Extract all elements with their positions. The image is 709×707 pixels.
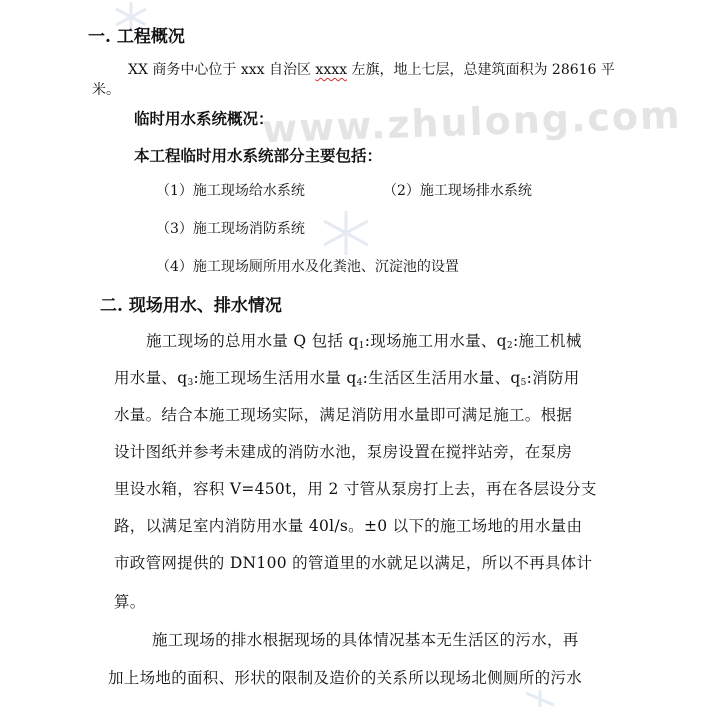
intro-text-a: XX 商务中心位于 xxx 自治区 xyxy=(128,62,316,78)
intro-line-1 xyxy=(128,59,615,79)
paragraph-1-line: 算。 xyxy=(114,593,146,611)
text-run: :生活区生活用水量、q xyxy=(362,369,521,387)
list-item: （3）施工现场消防系统 xyxy=(156,221,305,237)
intro-text-c: 左旗，地上七层，总建筑面积为 28616 平 xyxy=(347,62,615,78)
list-item: （1）施工现场给水系统 xyxy=(156,183,305,199)
subscript: 2 xyxy=(506,341,513,351)
text-run: :现场施工用水量、q xyxy=(364,332,507,350)
text-run: :施工机械 xyxy=(512,332,582,350)
subscript: 3 xyxy=(187,378,194,388)
section-1-heading: 一. 工程概况 xyxy=(88,27,185,47)
site-watermark: www.zhulong.com xyxy=(261,92,683,152)
spellcheck-word: xxxx xyxy=(315,62,348,78)
paragraph-2-line: 施工现场的排水根据现场的具体情况基本无生活区的污水，再 xyxy=(152,631,579,649)
paragraph-1-line: 里设水箱，容积 V=450t，用 2 寸管从泵房打上去，再在各层设分支 xyxy=(114,480,597,498)
sub-heading-contents: 本工程临时用水系统部分主要包括： xyxy=(134,146,383,165)
intro-line-2: 米。 xyxy=(92,82,120,98)
text-run: 施工现场的总用水量 Q 包括 q xyxy=(146,332,359,350)
paragraph-1-line xyxy=(114,366,580,388)
paragraph-1-line: 路，以满足室内消防用水量 40l/s。±0 以下的施工场地的用水量由 xyxy=(114,517,583,535)
paragraph-1-line: 设计图纸并参考未建成的消防水池，泵房设置在搅拌站旁，在泵房 xyxy=(114,443,573,461)
text-run: 用水量、q xyxy=(114,369,188,387)
paragraph-1-line xyxy=(146,329,582,351)
paragraph-1-line: 水量。结合本施工现场实际，满足消防用水量即可满足施工。根据 xyxy=(114,406,573,424)
text-run: :施工现场生活用水量 q xyxy=(193,369,357,387)
list-item: （4）施工现场厕所用水及化粪池、沉淀池的设置 xyxy=(156,259,459,275)
subscript: 1 xyxy=(358,341,365,351)
paragraph-1-line: 市政管网提供的 DN100 的管道里的水就足以满足，所以不再具体计 xyxy=(114,554,593,572)
paragraph-2-line: 加上场地的面积、形状的限制及造价的关系所以现场北侧厕所的污水 xyxy=(108,669,583,687)
section-2-heading: 二. 现场用水、排水情况 xyxy=(100,296,282,316)
snowflake-watermark-icon xyxy=(316,208,376,258)
subscript: 4 xyxy=(356,378,363,388)
sub-heading-overview: 临时用水系统概况： xyxy=(134,109,274,128)
text-run: :消防用 xyxy=(526,369,580,387)
snowflake-watermark-icon xyxy=(520,690,560,707)
list-item: （2）施工现场排水系统 xyxy=(383,183,532,199)
subscript: 5 xyxy=(520,378,527,388)
